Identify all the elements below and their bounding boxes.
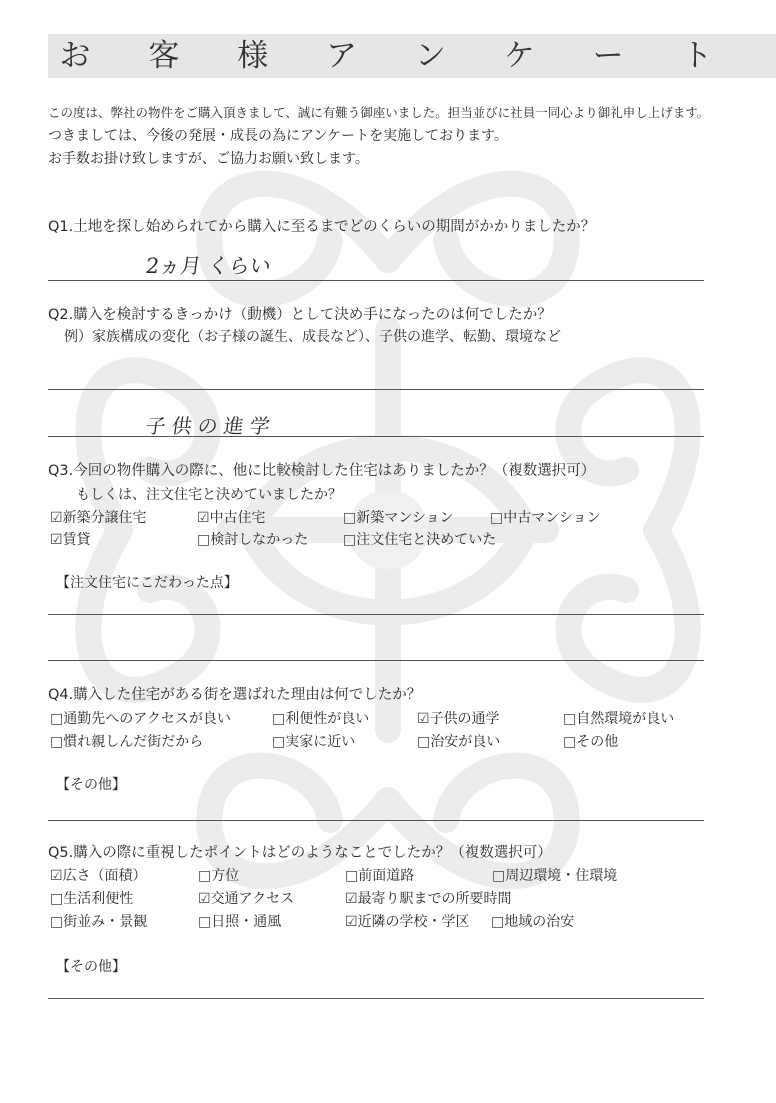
intro-line-3: お手数お掛け致しますが、ご協力お願い致します。 <box>48 151 369 167</box>
option-label: 中古住宅 <box>209 510 266 526</box>
option-label: 日照・通風 <box>211 914 282 930</box>
q5-option-sunlight[interactable] <box>198 913 281 931</box>
q5-option-orientation[interactable] <box>198 867 239 885</box>
option-label: 地域の治安 <box>504 914 575 930</box>
q5-option-school-district[interactable] <box>345 913 470 931</box>
q4-option-nature[interactable] <box>563 710 674 728</box>
checkbox-icon[interactable]: □ <box>345 868 359 884</box>
checkbox-icon[interactable]: □ <box>198 868 212 884</box>
q3-question: Q3.今回の物件購入の際に、他に比較検討した住宅はありましたか？（複数選択可） <box>48 463 596 479</box>
q4-option-convenience[interactable] <box>272 710 369 728</box>
checkbox-icon[interactable]: □ <box>198 914 212 930</box>
option-label: 通勤先へのアクセスが良い <box>63 711 231 727</box>
checkbox-icon[interactable]: □ <box>197 532 211 548</box>
q2-question: Q2.購入を検討するきっかけ（動機）として決め手になったのは何でしたか？ <box>48 307 552 323</box>
checkbox-icon[interactable]: □ <box>343 510 357 526</box>
option-label: 検討しなかった <box>210 532 309 548</box>
intro-line-1: この度は、弊社の物件をご購入頂きまして、誠に有難う御座いました。担当並びに社員一同心より御礼申し上げます。 <box>48 105 710 120</box>
checkbox-icon[interactable]: □ <box>492 868 506 884</box>
checkbox-checked-icon[interactable]: ☑ <box>345 914 358 930</box>
option-label: その他 <box>576 734 619 750</box>
checkbox-icon[interactable]: □ <box>491 914 505 930</box>
q5-answer-line <box>48 998 704 999</box>
checkbox-icon[interactable]: □ <box>50 711 64 727</box>
q5-option-living-convenience[interactable] <box>50 890 133 908</box>
checkbox-checked-icon[interactable]: ☑ <box>198 891 211 907</box>
option-label: 交通アクセス <box>210 891 295 907</box>
checkbox-icon[interactable]: □ <box>50 914 64 930</box>
option-label: 注文住宅と決めていた <box>356 532 497 548</box>
q5-option-townscape[interactable] <box>50 913 147 931</box>
q5-sub-label: 【その他】 <box>56 959 126 975</box>
checkbox-icon[interactable]: □ <box>272 734 286 750</box>
q5-option-surroundings[interactable] <box>492 867 617 885</box>
q4-option-commute-access[interactable] <box>50 710 231 728</box>
option-label: 近隣の学校・学区 <box>357 914 470 930</box>
q3-option-new-built-house[interactable] <box>50 509 147 527</box>
option-label: 周辺環境・住環境 <box>505 868 618 884</box>
option-label: 広さ（面積） <box>62 868 147 884</box>
checkbox-checked-icon[interactable]: ☑ <box>50 532 63 548</box>
checkbox-checked-icon[interactable]: ☑ <box>417 711 430 727</box>
checkbox-icon[interactable]: □ <box>50 734 64 750</box>
q3-option-custom-house[interactable] <box>343 531 496 549</box>
option-label: 新築マンション <box>356 510 454 526</box>
q3-option-used-condo[interactable] <box>490 509 601 527</box>
q3-option-rental[interactable] <box>50 531 91 549</box>
q4-option-child-school-commute[interactable] <box>417 710 500 728</box>
option-label: 治安が良い <box>430 734 501 750</box>
checkbox-icon[interactable]: □ <box>50 891 64 907</box>
intro-line-2: つきましては、今後の発展・成長の為にアンケートを実施しております。 <box>48 128 509 144</box>
option-label: 方位 <box>211 868 240 884</box>
q1-question: Q1.土地を探し始められてから購入に至るまでどのくらいの期間がかかりましたか？ <box>48 219 596 235</box>
checkbox-icon[interactable]: □ <box>417 734 431 750</box>
q4-option-near-parents[interactable] <box>272 733 355 751</box>
q5-option-station-time[interactable] <box>345 890 512 908</box>
q2-answer-line-2 <box>48 436 704 437</box>
q5-option-area-safety[interactable] <box>491 913 574 931</box>
option-label: 子供の通学 <box>429 711 500 727</box>
option-label: 慣れ親しんだ街だから <box>63 734 204 750</box>
q2-answer[interactable]: 子供の進学 <box>144 414 278 438</box>
q5-option-front-road[interactable] <box>345 867 414 885</box>
q4-option-familiar-town[interactable] <box>50 733 203 751</box>
q4-sub-label: 【その他】 <box>56 777 126 793</box>
option-label: 自然環境が良い <box>576 711 675 727</box>
checkbox-icon[interactable]: □ <box>563 734 577 750</box>
q4-question: Q4.購入した住宅がある街を選ばれた理由は何でしたか？ <box>48 687 422 703</box>
checkbox-icon[interactable]: □ <box>272 711 286 727</box>
option-label: 実家に近い <box>285 734 356 750</box>
q3-sub-label: 【注文住宅にこだわった点】 <box>56 575 238 591</box>
q2-answer-line-1 <box>48 389 704 390</box>
option-label: 前面道路 <box>358 868 415 884</box>
checkbox-checked-icon[interactable]: ☑ <box>50 868 63 884</box>
checkbox-checked-icon[interactable]: ☑ <box>345 891 358 907</box>
checkbox-icon[interactable]: □ <box>343 532 357 548</box>
option-label: 街並み・景観 <box>63 914 148 930</box>
q4-answer-line <box>48 820 704 821</box>
q3-option-used-house[interactable] <box>197 509 266 527</box>
q1-answer[interactable]: 2ヵ月 くらい <box>144 254 273 278</box>
checkbox-icon[interactable]: □ <box>490 510 504 526</box>
q5-option-transport-access[interactable] <box>198 890 294 908</box>
q4-option-safety[interactable] <box>417 733 500 751</box>
q4-option-other[interactable] <box>563 733 618 751</box>
option-label: 新築分譲住宅 <box>62 510 147 526</box>
checkbox-checked-icon[interactable]: ☑ <box>197 510 210 526</box>
q3-answer-line-2 <box>48 660 704 661</box>
option-label: 中古マンション <box>503 510 601 526</box>
q3-option-new-condo[interactable] <box>343 509 454 527</box>
q2-example: 例）家族構成の変化（お子様の誕生、成長など）、子供の進学、転勤、環境など <box>64 329 561 345</box>
q3-answer-line-1 <box>48 614 704 615</box>
q3-question-2: もしくは、注文住宅と決めていましたか？ <box>76 487 342 503</box>
option-label: 賃貸 <box>62 532 91 548</box>
page-title: お 客 様 ア ン ケ ー ト <box>59 38 737 74</box>
option-label: 最寄り駅までの所要時間 <box>357 891 512 907</box>
checkbox-checked-icon[interactable]: ☑ <box>50 510 63 526</box>
checkbox-icon[interactable]: □ <box>563 711 577 727</box>
option-label: 利便性が良い <box>285 711 370 727</box>
q1-answer-line <box>48 280 704 281</box>
q5-option-size[interactable] <box>50 867 147 885</box>
option-label: 生活利便性 <box>63 891 134 907</box>
q3-option-not-compared[interactable] <box>197 531 308 549</box>
q5-question: Q5.購入の際に重視したポイントはどのようなことでしたか？（複数選択可） <box>48 845 552 861</box>
